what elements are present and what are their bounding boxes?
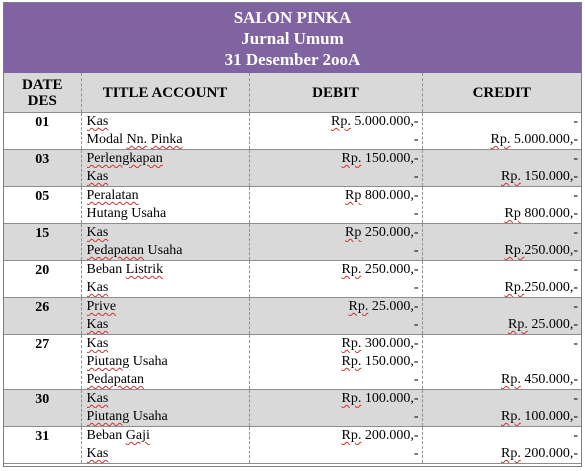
debit-amount: Rp. 300.000,- xyxy=(341,336,419,351)
credit-amount: - xyxy=(573,336,578,351)
entry-date: 27 xyxy=(4,335,81,390)
entry-credit xyxy=(422,261,581,298)
account-name: Kas xyxy=(86,280,109,295)
entry-credit xyxy=(422,113,581,150)
entry-date: 31 xyxy=(4,427,81,464)
debit-amount: Rp. 250.000,- xyxy=(341,262,419,277)
entry-accounts xyxy=(81,427,249,464)
entry-accounts xyxy=(81,390,249,427)
debit-amount: - xyxy=(413,317,419,332)
debit-amount: Rp. 100.000,- xyxy=(341,391,419,406)
entry-accounts xyxy=(81,335,249,390)
entry-credit xyxy=(422,224,581,261)
debit-amount: - xyxy=(413,409,419,424)
entry-date: 05 xyxy=(4,187,81,224)
account-name: Piutang Usaha xyxy=(86,354,168,369)
account-name: Peralatan xyxy=(86,188,139,203)
journal-frame xyxy=(3,2,582,467)
account-name: Kas xyxy=(86,225,109,240)
account-name: Perlengkapan xyxy=(86,151,163,166)
debit-amount: - xyxy=(413,372,419,387)
account-name: Kas xyxy=(86,391,109,406)
entry-debit xyxy=(249,390,422,427)
account-name: Beban Listrik xyxy=(86,262,164,277)
account-name: Kas xyxy=(86,114,109,129)
entry-debit xyxy=(249,187,422,224)
journal-title: Jurnal Umum xyxy=(241,29,344,48)
account-name: Pedapatan xyxy=(86,372,145,387)
debit-amount: - xyxy=(413,206,419,221)
credit-amount: - xyxy=(573,262,578,277)
account-name: Kas xyxy=(86,169,109,184)
credit-amount: - xyxy=(573,428,578,443)
debit-amount: Rp 800.000,- xyxy=(344,188,419,203)
account-name: Beban Gaji xyxy=(86,428,150,443)
entry-credit xyxy=(422,335,581,390)
debit-amount: - xyxy=(413,280,419,295)
debit-amount: - xyxy=(413,132,419,147)
credit-amount: - xyxy=(573,225,578,240)
credit-amount: Rp 800.000,- xyxy=(504,206,578,221)
debit-amount: Rp 250.000,- xyxy=(344,225,419,240)
debit-amount: Rp. 150.000,- xyxy=(341,151,419,166)
account-name: Hutang Usaha xyxy=(86,206,167,221)
entry-credit xyxy=(422,298,581,335)
entry-date: 15 xyxy=(4,224,81,261)
date-header-line1: DATE xyxy=(21,76,63,93)
debit-amount: - xyxy=(413,169,419,184)
entry-credit xyxy=(422,427,581,464)
debit-amount: Rp. 25.000,- xyxy=(348,299,419,314)
credit-amount: Rp. 25.000,- xyxy=(507,317,578,332)
table-row xyxy=(4,390,581,427)
table-row xyxy=(4,298,581,335)
company-name: SALON PINKA xyxy=(233,8,352,27)
account-name: Kas xyxy=(86,336,109,351)
entry-accounts xyxy=(81,224,249,261)
column-header-date xyxy=(4,73,81,113)
credit-amount: - xyxy=(573,151,578,166)
account-name: Modal Nn. Pinka xyxy=(86,132,183,147)
journal-header xyxy=(4,3,581,73)
credit-amount: - xyxy=(573,391,578,406)
account-name: Kas xyxy=(86,446,109,461)
column-header-account: TITLE ACCOUNT xyxy=(81,73,249,113)
account-name: Prive xyxy=(86,299,117,314)
credit-amount: Rp. 150.000,- xyxy=(500,169,578,184)
table-row xyxy=(4,261,581,298)
account-name: Pedapatan Usaha xyxy=(86,243,183,258)
credit-amount xyxy=(423,353,579,371)
credit-amount: Rp. 100.000,- xyxy=(500,409,578,424)
entry-date: 03 xyxy=(4,150,81,187)
credit-amount: Rp. 450.000,- xyxy=(500,372,578,387)
entry-date: 30 xyxy=(4,390,81,427)
date-header-line2: DES xyxy=(27,92,57,109)
debit-amount: Rp. 150.000,- xyxy=(341,354,419,369)
table-header-row xyxy=(4,73,581,113)
column-header-debit: DEBIT xyxy=(249,73,422,113)
entry-date: 01 xyxy=(4,113,81,150)
entry-date: 26 xyxy=(4,298,81,335)
account-name: Piutang Usaha xyxy=(86,409,168,424)
debit-amount: - xyxy=(413,446,419,461)
table-row xyxy=(4,224,581,261)
entry-debit xyxy=(249,224,422,261)
credit-amount: - xyxy=(573,188,578,203)
entry-credit xyxy=(422,390,581,427)
credit-amount: Rp.250.000,- xyxy=(504,280,578,295)
entry-accounts xyxy=(81,261,249,298)
entry-debit xyxy=(249,298,422,335)
debit-amount: Rp. 200.000,- xyxy=(341,428,419,443)
credit-amount: Rp. 200.000,- xyxy=(500,446,578,461)
credit-amount: Rp. 5.000.000,- xyxy=(490,132,578,147)
table-row xyxy=(4,187,581,224)
entry-accounts xyxy=(81,150,249,187)
debit-amount: - xyxy=(413,243,419,258)
account-name: Kas xyxy=(86,317,109,332)
credit-amount: - xyxy=(573,299,578,314)
credit-amount: Rp.250.000,- xyxy=(504,243,578,258)
journal-table xyxy=(4,73,581,464)
entry-debit xyxy=(249,113,422,150)
table-row xyxy=(4,427,581,464)
table-row xyxy=(4,113,581,150)
entry-debit xyxy=(249,261,422,298)
journal-date: 31 Desember 2ooA xyxy=(224,50,361,69)
column-header-credit: CREDIT xyxy=(422,73,581,113)
journal-body xyxy=(4,113,581,464)
entry-accounts xyxy=(81,113,249,150)
entry-accounts xyxy=(81,298,249,335)
table-row xyxy=(4,335,581,390)
debit-amount: Rp. 5.000.000,- xyxy=(330,114,419,129)
credit-amount: - xyxy=(573,114,578,129)
entry-date: 20 xyxy=(4,261,81,298)
entry-credit xyxy=(422,150,581,187)
entry-accounts xyxy=(81,187,249,224)
entry-debit xyxy=(249,427,422,464)
entry-debit xyxy=(249,150,422,187)
entry-credit xyxy=(422,187,581,224)
table-row xyxy=(4,150,581,187)
entry-debit xyxy=(249,335,422,390)
